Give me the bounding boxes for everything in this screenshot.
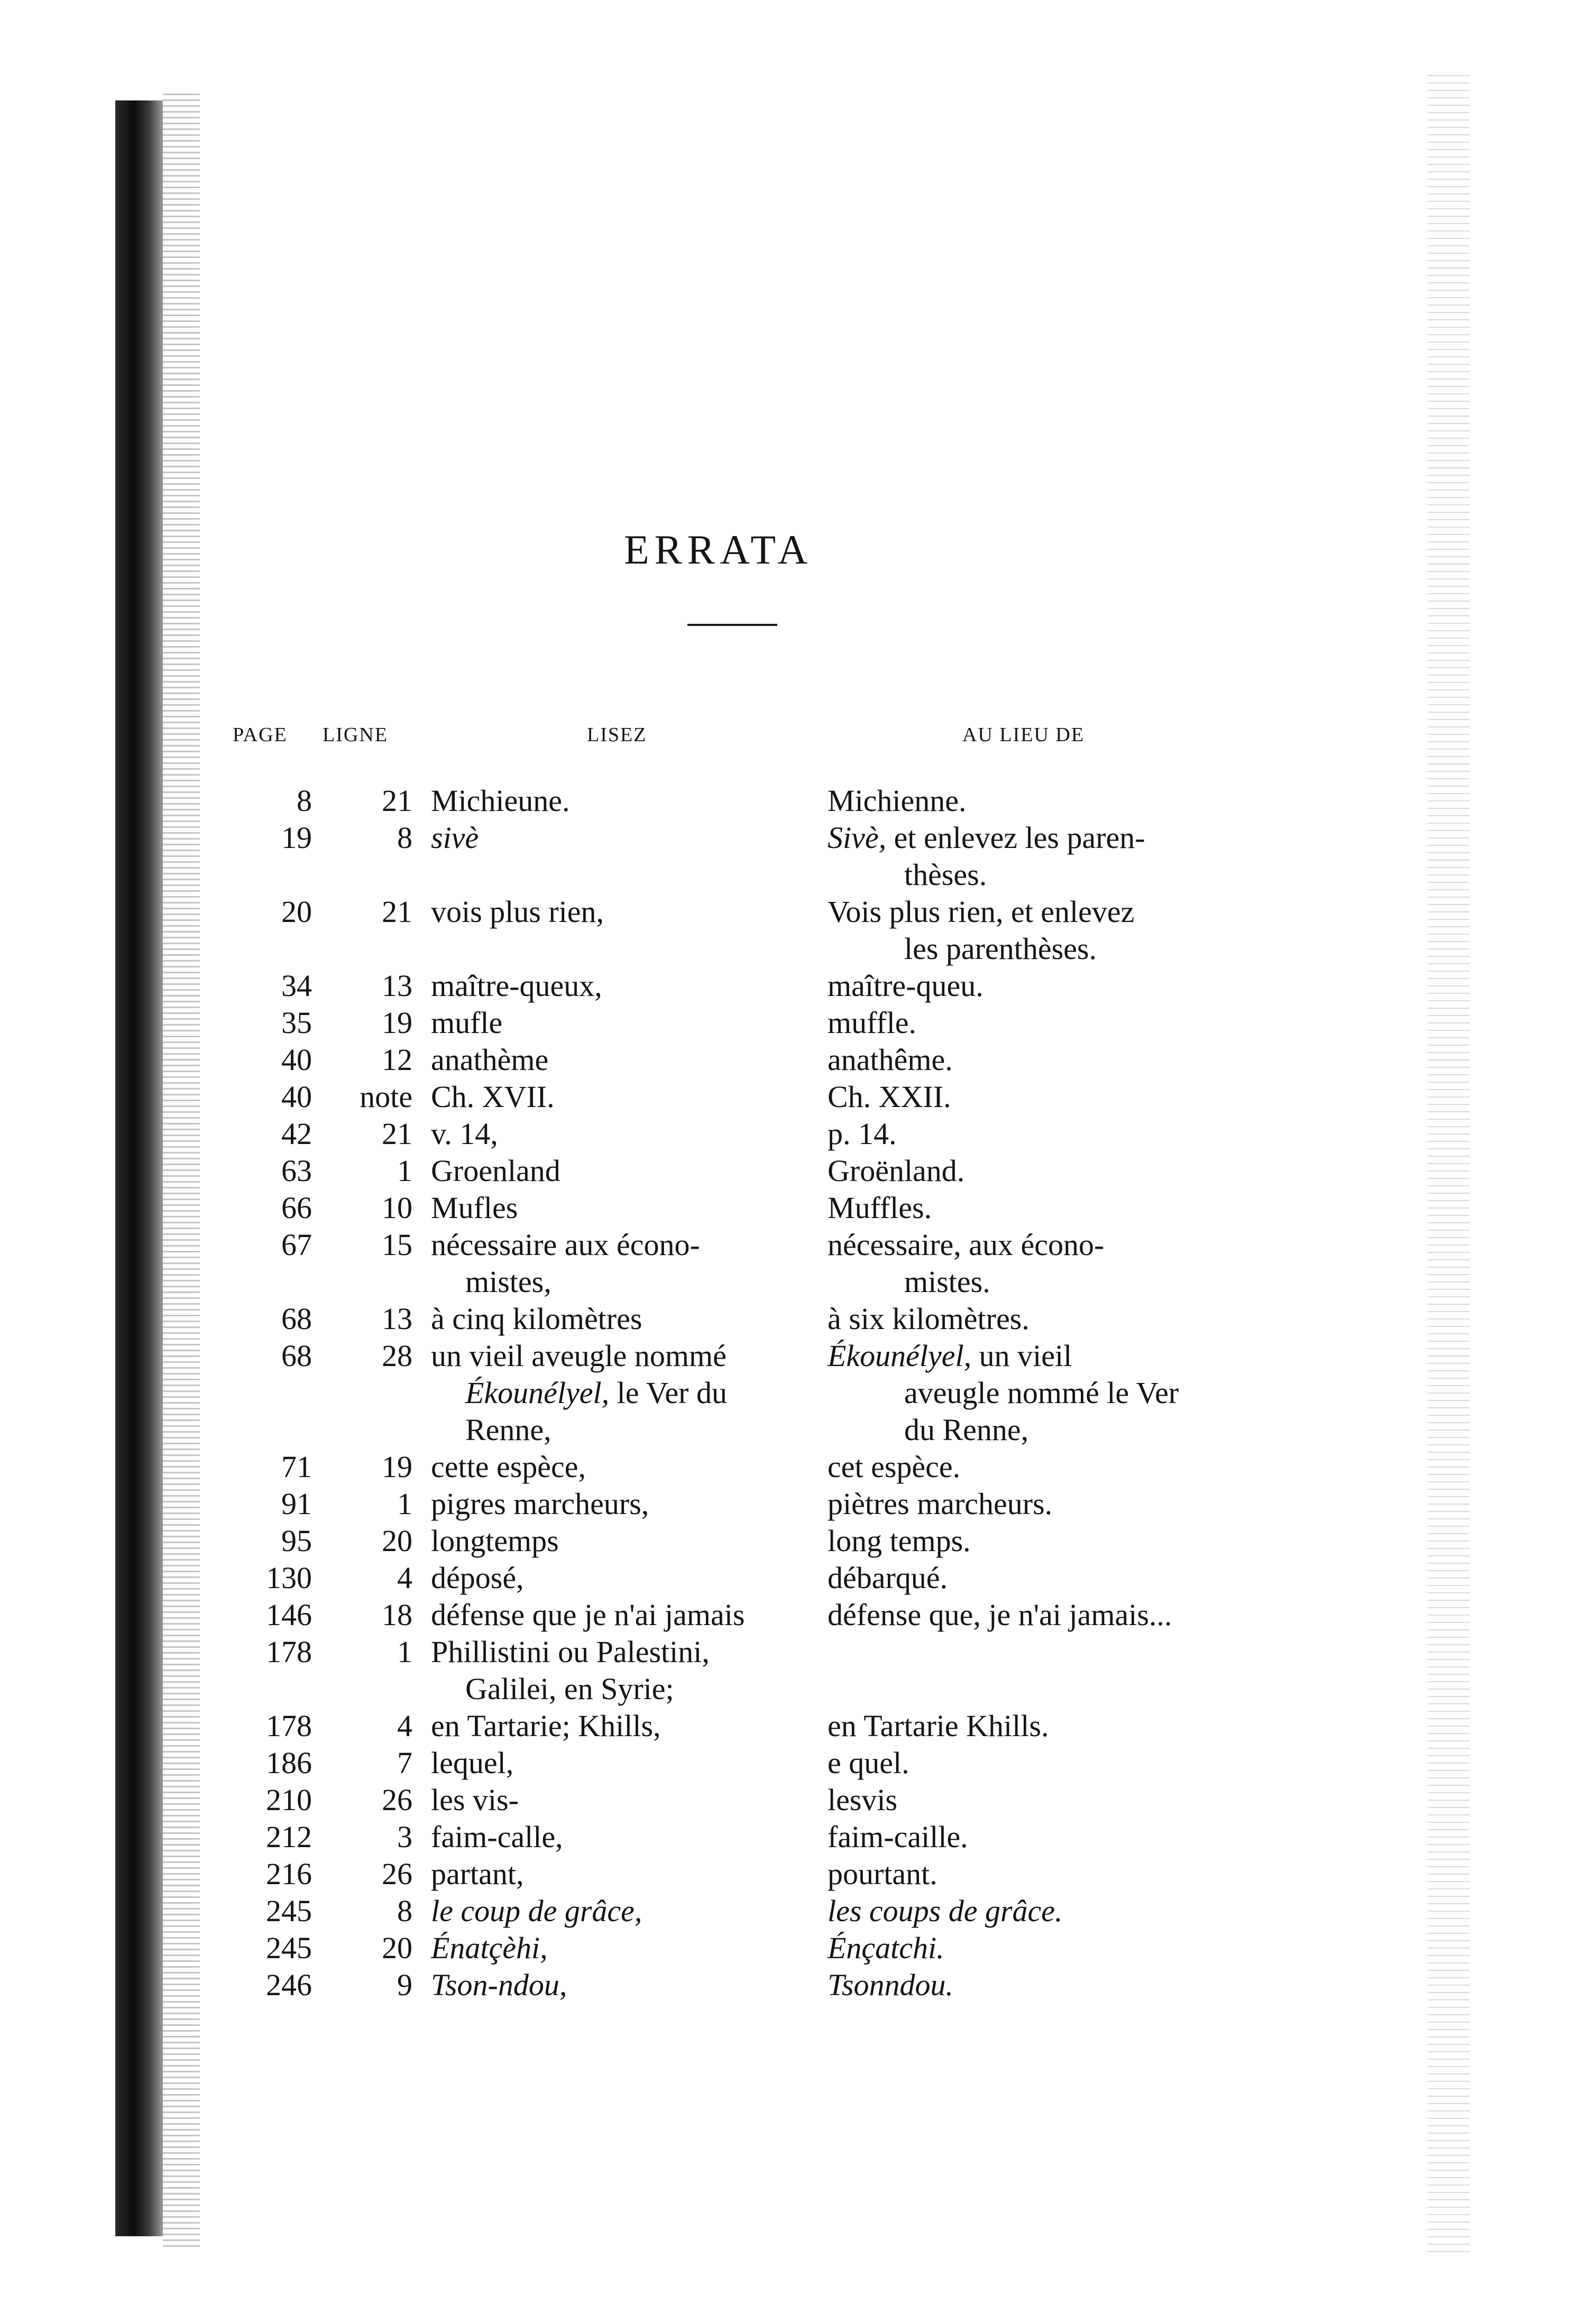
line-number: 15	[382, 1228, 412, 1262]
page-number: 246	[266, 1968, 312, 2002]
title-rule	[687, 624, 777, 626]
original-text: les parenthèses.	[904, 932, 1097, 966]
correction-text: déposé,	[431, 1561, 524, 1595]
original-text: nécessaire, aux écono-	[828, 1228, 1105, 1262]
header-au-lieu-de: AU LIEU DE	[962, 724, 1085, 746]
correction-text: pigres marcheurs,	[431, 1487, 649, 1521]
original-text: Groënland.	[828, 1154, 965, 1188]
line-number: 10	[382, 1191, 412, 1225]
line-number: 26	[382, 1857, 412, 1891]
original-text: les coups de grâce.	[828, 1894, 1063, 1928]
line-number: 19	[382, 1450, 412, 1484]
page-number: 20	[281, 894, 312, 929]
line-number: 26	[382, 1783, 412, 1817]
page-number: 42	[281, 1117, 312, 1151]
page-number: 130	[266, 1561, 312, 1595]
header-ligne: LIGNE	[323, 724, 388, 746]
correction-text: défense que je n'ai jamais	[431, 1598, 745, 1632]
original-text: aveugle nommé le Ver	[904, 1376, 1179, 1410]
page-number: 91	[281, 1487, 312, 1521]
line-number: 18	[382, 1598, 412, 1632]
page-number: 66	[281, 1191, 312, 1225]
original-text: Michienne.	[828, 783, 967, 818]
book-spine-shadow	[115, 100, 163, 2236]
line-number: 28	[382, 1339, 412, 1373]
page-number: 63	[281, 1154, 312, 1188]
correction-text: v. 14,	[431, 1117, 498, 1151]
original-text: débarqué.	[828, 1561, 948, 1595]
correction-text: vois plus rien,	[431, 894, 604, 929]
original-text: Tsonndou.	[828, 1968, 954, 2002]
original-text: long temps.	[828, 1524, 971, 1558]
page-number: 35	[281, 1006, 312, 1040]
line-number: 1	[397, 1487, 412, 1521]
header-lisez: LISEZ	[587, 724, 647, 746]
page-number: 245	[266, 1931, 312, 1965]
line-number: 12	[382, 1043, 412, 1077]
original-text: en Tartarie Khills.	[828, 1709, 1049, 1743]
line-number: 19	[382, 1006, 412, 1040]
line-number: 4	[397, 1709, 412, 1743]
original-text: pourtant.	[828, 1857, 937, 1891]
line-number: 21	[382, 1117, 412, 1151]
original-text: e quel.	[828, 1746, 909, 1780]
correction-text: Énatçèhi,	[431, 1931, 548, 1965]
page-number: 212	[266, 1820, 312, 1854]
line-number: 8	[397, 820, 412, 855]
correction-text: un vieil aveugle nommé	[431, 1339, 727, 1373]
page-title: ERRATA	[624, 527, 813, 573]
original-text: faim-caille.	[828, 1820, 968, 1854]
correction-text: le coup de grâce,	[431, 1894, 642, 1928]
correction-text: Ékounélyel, le Ver du	[465, 1376, 727, 1410]
original-text: p. 14.	[828, 1117, 897, 1151]
line-number: 3	[397, 1820, 412, 1854]
page-number: 95	[281, 1524, 312, 1558]
line-number: 13	[382, 1302, 412, 1336]
original-text: mistes.	[904, 1265, 990, 1299]
correction-text: mistes,	[465, 1265, 551, 1299]
line-number: 1	[397, 1154, 412, 1188]
correction-text: anathème	[431, 1043, 549, 1077]
page-number: 67	[281, 1228, 312, 1262]
correction-text: Galilei, en Syrie;	[465, 1672, 674, 1706]
line-number: 20	[382, 1931, 412, 1965]
gutter-noise	[163, 90, 200, 2247]
page-number: 19	[281, 820, 312, 855]
page-number: 68	[281, 1302, 312, 1336]
original-text: anathême.	[828, 1043, 953, 1077]
line-number: 20	[382, 1524, 412, 1558]
page-number: 178	[266, 1709, 312, 1743]
original-text: du Renne,	[904, 1413, 1029, 1447]
correction-text: cette espèce,	[431, 1450, 586, 1484]
correction-text: Michieune.	[431, 783, 570, 818]
original-text: à six kilomètres.	[828, 1302, 1030, 1336]
line-number: 21	[382, 783, 412, 818]
correction-text: longtemps	[431, 1524, 559, 1558]
original-text: défense que, je n'ai jamais...	[828, 1598, 1172, 1632]
page-number: 210	[266, 1783, 312, 1817]
correction-text: faim-calle,	[431, 1820, 563, 1854]
correction-text: Groenland	[431, 1154, 560, 1188]
correction-text: nécessaire aux écono-	[431, 1228, 700, 1262]
line-number: 9	[397, 1968, 412, 2002]
original-text: Ch. XXII.	[828, 1080, 951, 1114]
page-number: 178	[266, 1635, 312, 1669]
correction-text: sivè	[431, 820, 479, 855]
line-number: 8	[397, 1894, 412, 1928]
correction-text: Mufles	[431, 1191, 518, 1225]
correction-text: lequel,	[431, 1746, 514, 1780]
page-number: 186	[266, 1746, 312, 1780]
line-number: 7	[397, 1746, 412, 1780]
page-number: 216	[266, 1857, 312, 1891]
page-number: 146	[266, 1598, 312, 1632]
original-text: lesvis	[828, 1783, 898, 1817]
correction-text: les vis-	[431, 1783, 519, 1817]
line-number: 21	[382, 894, 412, 929]
correction-text: à cinq kilomètres	[431, 1302, 642, 1336]
header-page: PAGE	[233, 724, 288, 746]
line-number: note	[360, 1080, 412, 1114]
page-number: 71	[281, 1450, 312, 1484]
page-number: 40	[281, 1080, 312, 1114]
page-number: 245	[266, 1894, 312, 1928]
page-number: 68	[281, 1339, 312, 1373]
correction-text: Phillistini ou Palestini,	[431, 1635, 710, 1669]
correction-text: Ch. XVII.	[431, 1080, 555, 1114]
original-text: maître-queu.	[828, 969, 983, 1003]
correction-text: Tson-ndou,	[431, 1968, 567, 2002]
line-number: 1	[397, 1635, 412, 1669]
original-text: thèses.	[904, 857, 987, 892]
correction-text: partant,	[431, 1857, 524, 1891]
page-edge-noise	[1428, 74, 1470, 2252]
original-text: piètres marcheurs.	[828, 1487, 1053, 1521]
page-number: 40	[281, 1043, 312, 1077]
original-text: cet espèce.	[828, 1450, 961, 1484]
page-number: 8	[297, 783, 312, 818]
correction-text: en Tartarie; Khills,	[431, 1709, 661, 1743]
page-number: 34	[281, 969, 312, 1003]
original-text: Muffles.	[828, 1191, 932, 1225]
correction-text: Renne,	[465, 1413, 551, 1447]
original-text: Ékounélyel, un vieil	[828, 1339, 1072, 1373]
original-text: Vois plus rien, et enlevez	[828, 894, 1135, 929]
correction-text: maître-queux,	[431, 969, 602, 1003]
line-number: 13	[382, 969, 412, 1003]
correction-text: mufle	[431, 1006, 503, 1040]
line-number: 4	[397, 1561, 412, 1595]
original-text: Énçatchi.	[828, 1931, 944, 1965]
original-text: muffle.	[828, 1006, 917, 1040]
original-text: Sivè, et enlevez les paren-	[828, 820, 1145, 855]
